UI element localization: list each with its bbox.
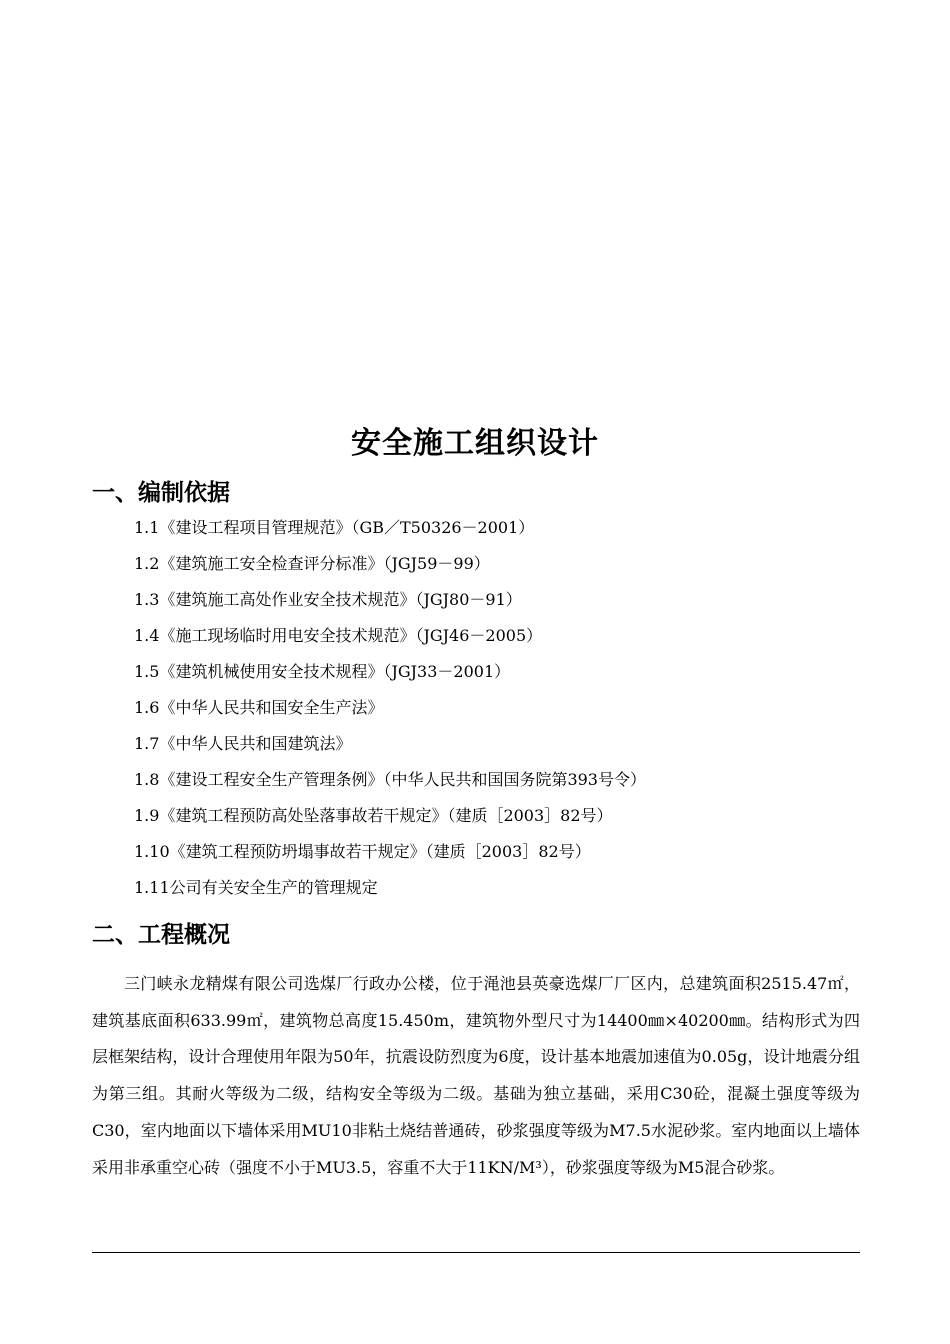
footer-divider xyxy=(92,1252,860,1253)
reference-item: 1.9《建筑工程预防高处坠落事故若干规定》（建质［2003］82号） xyxy=(134,806,613,825)
reference-item: 1.4《施工现场临时用电安全技术规范》（JGJ46－2005） xyxy=(134,626,543,645)
reference-item: 1.2《建筑施工安全检查评分标准》（JGJ59－99） xyxy=(134,554,490,573)
project-overview-paragraph: 三门峡永龙精煤有限公司选煤厂行政办公楼，位于渑池县英豪选煤厂厂区内，总建筑面积2515.47㎡，建筑基底面积633.99㎡，建筑物总高度15.450m，建筑物外型尺寸为14400㎜×40200㎜。结构形式为四层框架结构，设计合理使用年限为50年，抗震设防烈度为6度，设计基本地震加速值为0.05g，设计地震分组为第三组。其耐火等级为二级，结构安全等级为二级。基础为独立基础，采用C30砼，混凝土强度等级为C30，室内地面以下墙体采用MU10非粘土烧结普通砖，砂浆强度等级为M7.5水泥砂浆。室内地面以上墙体采用非承重空心砖（强度不小于MU3.5，容重不大于11KN/M³），砂浆强度等级为M5混合砂浆。 xyxy=(92,974,860,1177)
reference-list xyxy=(134,510,646,906)
reference-item: 1.8《建设工程安全生产管理条例》（中华人民共和国国务院第393号令） xyxy=(134,770,646,789)
section-heading-overview: 二、工程概况 xyxy=(92,922,230,948)
reference-item: 1.7《中华人民共和国建筑法》 xyxy=(134,734,352,753)
reference-item: 1.6《中华人民共和国安全生产法》 xyxy=(134,698,384,717)
reference-item: 1.5《建筑机械使用安全技术规程》（JGJ33－2001） xyxy=(134,662,511,681)
reference-item: 1.3《建筑施工高处作业安全技术规范》（JGJ80－91） xyxy=(134,590,522,609)
reference-item: 1.1《建设工程项目管理规范》（GB／T50326－2001） xyxy=(134,518,535,537)
reference-item: 1.10《建筑工程预防坍塌事故若干规定》（建质［2003］82号） xyxy=(134,842,591,861)
reference-item: 1.11公司有关安全生产的管理规定 xyxy=(134,878,378,897)
section-heading-basis: 一、编制依据 xyxy=(92,480,230,506)
document-title: 安全施工组织设计 xyxy=(351,426,599,461)
